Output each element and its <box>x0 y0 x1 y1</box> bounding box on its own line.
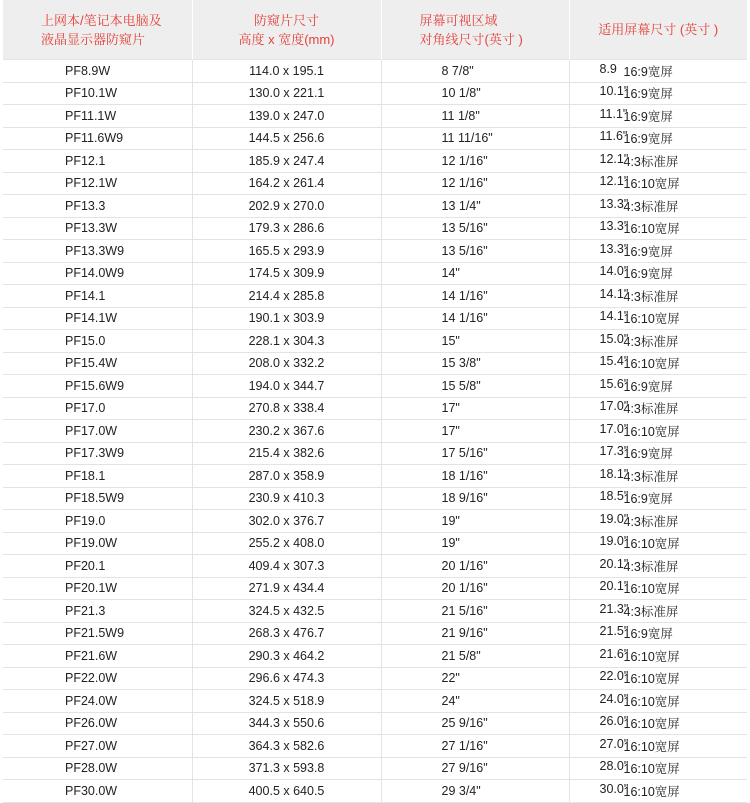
cell-screen-size <box>569 622 747 645</box>
cell-diagonal: 15" <box>381 330 569 353</box>
cell-model: PF11.1W <box>3 105 192 128</box>
aspect-ratio-label: 16:9宽屏 <box>623 627 673 642</box>
cell-dimensions: 164.2 x 261.4 <box>192 172 381 195</box>
table-row <box>3 532 747 555</box>
table-row <box>3 172 747 195</box>
screen-size-value: 20.1" <box>599 556 629 571</box>
cell-dimensions: 344.3 x 550.6 <box>192 712 381 735</box>
cell-diagonal: 12 1/16" <box>381 172 569 195</box>
cell-model: PF15.6W9 <box>3 375 192 398</box>
cell-diagonal: 17 5/16" <box>381 442 569 465</box>
cell-diagonal: 21 5/16" <box>381 600 569 623</box>
aspect-ratio-label: 16:10宽屏 <box>623 312 680 327</box>
cell-dimensions: 165.5 x 293.9 <box>192 240 381 263</box>
cell-screen-size <box>569 645 747 668</box>
cell-model: PF15.4W <box>3 352 192 375</box>
cell-screen-size <box>569 60 747 83</box>
cell-screen-size <box>569 307 747 330</box>
table-body <box>3 60 747 803</box>
table-row <box>3 465 747 488</box>
cell-dimensions: 202.9 x 270.0 <box>192 195 381 218</box>
aspect-ratio-label: 16:10宽屏 <box>623 357 680 372</box>
screen-size-value: 12.1" <box>599 174 629 189</box>
cell-screen-size <box>569 195 747 218</box>
cell-model: PF24.0W <box>3 690 192 713</box>
cell-screen-size <box>569 150 747 173</box>
cell-diagonal: 13 5/16" <box>381 217 569 240</box>
cell-model: PF12.1W <box>3 172 192 195</box>
screen-size-value: 17.0" <box>599 399 629 414</box>
cell-screen-size <box>569 262 747 285</box>
aspect-ratio-label: 16:9宽屏 <box>623 64 673 79</box>
screen-size-value: 14.1" <box>599 309 629 324</box>
cell-model: PF21.3 <box>3 600 192 623</box>
privacy-filter-spec-table <box>3 0 747 803</box>
cell-dimensions: 114.0 x 195.1 <box>192 60 381 83</box>
aspect-ratio-label: 16:9宽屏 <box>623 109 673 124</box>
cell-dimensions: 228.1 x 304.3 <box>192 330 381 353</box>
screen-size-value: 17.0" <box>599 421 629 436</box>
screen-size-value: 22.0" <box>599 669 629 684</box>
aspect-ratio-label: 16:10宽屏 <box>623 672 680 687</box>
cell-model: PF10.1W <box>3 82 192 105</box>
aspect-ratio-label: 4:3标准屏 <box>623 469 679 484</box>
cell-model: PF13.3W9 <box>3 240 192 263</box>
cell-model: PF14.1 <box>3 285 192 308</box>
aspect-ratio-label: 16:10宽屏 <box>623 582 680 597</box>
screen-size-value: 21.3" <box>599 601 629 616</box>
table-row <box>3 240 747 263</box>
cell-model: PF20.1 <box>3 555 192 578</box>
cell-diagonal: 11 11/16" <box>381 127 569 150</box>
table-row <box>3 330 747 353</box>
cell-screen-size <box>569 127 747 150</box>
cell-diagonal: 13 5/16" <box>381 240 569 263</box>
cell-dimensions: 139.0 x 247.0 <box>192 105 381 128</box>
aspect-ratio-label: 16:9宽屏 <box>623 447 673 462</box>
spec-table-container <box>3 0 747 803</box>
table-row <box>3 420 747 443</box>
aspect-ratio-label: 4:3标准屏 <box>623 514 679 529</box>
cell-screen-size <box>569 487 747 510</box>
screen-size-value: 27.0" <box>599 736 629 751</box>
screen-size-value: 20.1" <box>599 579 629 594</box>
cell-screen-size <box>569 330 747 353</box>
cell-model: PF17.3W9 <box>3 442 192 465</box>
table-row <box>3 217 747 240</box>
cell-diagonal: 21 5/8" <box>381 645 569 668</box>
table-row <box>3 510 747 533</box>
aspect-ratio-label: 16:9宽屏 <box>623 379 673 394</box>
cell-screen-size <box>569 757 747 780</box>
cell-model: PF28.0W <box>3 757 192 780</box>
header-model: 上网本/笔记本电脑及 液晶显示器防窥片 <box>3 0 192 60</box>
cell-diagonal: 20 1/16" <box>381 577 569 600</box>
aspect-ratio-label: 16:9宽屏 <box>623 267 673 282</box>
cell-diagonal: 14 1/16" <box>381 307 569 330</box>
cell-dimensions: 174.5 x 309.9 <box>192 262 381 285</box>
cell-dimensions: 185.9 x 247.4 <box>192 150 381 173</box>
cell-dimensions: 208.0 x 332.2 <box>192 352 381 375</box>
cell-diagonal: 8 7/8" <box>381 60 569 83</box>
cell-screen-size <box>569 712 747 735</box>
cell-dimensions: 290.3 x 464.2 <box>192 645 381 668</box>
cell-model: PF21.6W <box>3 645 192 668</box>
cell-dimensions: 371.3 x 593.8 <box>192 757 381 780</box>
cell-diagonal: 18 1/16" <box>381 465 569 488</box>
cell-dimensions: 302.0 x 376.7 <box>192 510 381 533</box>
aspect-ratio-label: 4:3标准屏 <box>623 334 679 349</box>
cell-model: PF27.0W <box>3 735 192 758</box>
screen-size-value: 18.5" <box>599 489 629 504</box>
cell-dimensions: 364.3 x 582.6 <box>192 735 381 758</box>
cell-dimensions: 230.9 x 410.3 <box>192 487 381 510</box>
cell-dimensions: 271.9 x 434.4 <box>192 577 381 600</box>
screen-size-value: 17.3" <box>599 444 629 459</box>
aspect-ratio-label: 16:9宽屏 <box>623 244 673 259</box>
cell-dimensions: 296.6 x 474.3 <box>192 667 381 690</box>
cell-screen-size <box>569 735 747 758</box>
cell-dimensions: 215.4 x 382.6 <box>192 442 381 465</box>
cell-dimensions: 324.5 x 518.9 <box>192 690 381 713</box>
cell-diagonal: 15 3/8" <box>381 352 569 375</box>
cell-model: PF8.9W <box>3 60 192 83</box>
cell-dimensions: 400.5 x 640.5 <box>192 780 381 803</box>
table-row <box>3 712 747 735</box>
cell-model: PF21.5W9 <box>3 622 192 645</box>
aspect-ratio-label: 16:10宽屏 <box>623 649 680 664</box>
header-row <box>3 0 747 60</box>
screen-size-value: 15.0" <box>599 331 629 346</box>
cell-diagonal: 18 9/16" <box>381 487 569 510</box>
cell-dimensions: 270.8 x 338.4 <box>192 397 381 420</box>
table-row <box>3 667 747 690</box>
screen-size-value: 10.1" <box>599 84 629 99</box>
cell-dimensions: 255.2 x 408.0 <box>192 532 381 555</box>
aspect-ratio-label: 4:3标准屏 <box>623 289 679 304</box>
table-row <box>3 150 747 173</box>
cell-screen-size <box>569 172 747 195</box>
aspect-ratio-label: 4:3标准屏 <box>623 604 679 619</box>
cell-dimensions: 194.0 x 344.7 <box>192 375 381 398</box>
table-row <box>3 600 747 623</box>
cell-diagonal: 27 9/16" <box>381 757 569 780</box>
screen-size-value: 13.3" <box>599 219 629 234</box>
cell-model: PF26.0W <box>3 712 192 735</box>
cell-diagonal: 22" <box>381 667 569 690</box>
screen-size-value: 15.6" <box>599 376 629 391</box>
cell-diagonal: 13 1/4" <box>381 195 569 218</box>
table-row <box>3 262 747 285</box>
cell-model: PF17.0W <box>3 420 192 443</box>
cell-model: PF20.1W <box>3 577 192 600</box>
cell-dimensions: 409.4 x 307.3 <box>192 555 381 578</box>
aspect-ratio-label: 16:9宽屏 <box>623 492 673 507</box>
cell-diagonal: 17" <box>381 397 569 420</box>
cell-screen-size <box>569 397 747 420</box>
table-row <box>3 757 747 780</box>
table-row <box>3 352 747 375</box>
screen-size-value: 19.0" <box>599 511 629 526</box>
table-row <box>3 127 747 150</box>
cell-diagonal: 17" <box>381 420 569 443</box>
cell-model: PF15.0 <box>3 330 192 353</box>
cell-screen-size <box>569 420 747 443</box>
aspect-ratio-label: 4:3标准屏 <box>623 559 679 574</box>
aspect-ratio-label: 4:3标准屏 <box>623 199 679 214</box>
cell-screen-size <box>569 600 747 623</box>
cell-model: PF30.0W <box>3 780 192 803</box>
screen-size-value: 28.0" <box>599 759 629 774</box>
cell-screen-size <box>569 667 747 690</box>
aspect-ratio-label: 16:10宽屏 <box>623 177 680 192</box>
table-row <box>3 195 747 218</box>
cell-model: PF18.5W9 <box>3 487 192 510</box>
cell-diagonal: 19" <box>381 510 569 533</box>
table-row <box>3 622 747 645</box>
cell-model: PF19.0 <box>3 510 192 533</box>
screen-size-value: 26.0" <box>599 714 629 729</box>
cell-screen-size <box>569 375 747 398</box>
screen-size-value: 30.0" <box>599 781 629 796</box>
table-row <box>3 690 747 713</box>
cell-screen-size <box>569 105 747 128</box>
aspect-ratio-label: 16:9宽屏 <box>623 87 673 102</box>
screen-size-value: 14.0" <box>599 264 629 279</box>
cell-diagonal: 19" <box>381 532 569 555</box>
screen-size-value: 13.3" <box>599 196 629 211</box>
aspect-ratio-label: 4:3标准屏 <box>623 402 679 417</box>
aspect-ratio-label: 16:9宽屏 <box>623 132 673 147</box>
cell-screen-size <box>569 285 747 308</box>
table-row <box>3 645 747 668</box>
screen-size-value: 13.3" <box>599 241 629 256</box>
header-screen-size: 适用屏幕尺寸 (英寸 ) <box>569 0 747 60</box>
table-row <box>3 82 747 105</box>
screen-size-value: 8.9 <box>599 61 617 76</box>
screen-size-value: 21.6" <box>599 646 629 661</box>
cell-diagonal: 25 9/16" <box>381 712 569 735</box>
cell-screen-size <box>569 510 747 533</box>
cell-model: PF14.1W <box>3 307 192 330</box>
cell-model: PF13.3 <box>3 195 192 218</box>
screen-size-value: 12.1" <box>599 151 629 166</box>
table-row <box>3 397 747 420</box>
cell-screen-size <box>569 240 747 263</box>
aspect-ratio-label: 16:10宽屏 <box>623 537 680 552</box>
cell-dimensions: 179.3 x 286.6 <box>192 217 381 240</box>
screen-size-value: 14.1" <box>599 286 629 301</box>
cell-dimensions: 144.5 x 256.6 <box>192 127 381 150</box>
cell-diagonal: 27 1/16" <box>381 735 569 758</box>
cell-dimensions: 324.5 x 432.5 <box>192 600 381 623</box>
cell-model: PF14.0W9 <box>3 262 192 285</box>
cell-diagonal: 29 3/4" <box>381 780 569 803</box>
cell-dimensions: 287.0 x 358.9 <box>192 465 381 488</box>
cell-screen-size <box>569 780 747 803</box>
screen-size-value: 19.0" <box>599 534 629 549</box>
cell-diagonal: 21 9/16" <box>381 622 569 645</box>
table-row <box>3 60 747 83</box>
table-row <box>3 577 747 600</box>
screen-size-value: 18.1" <box>599 466 629 481</box>
aspect-ratio-label: 16:10宽屏 <box>623 762 680 777</box>
screen-size-value: 21.5" <box>599 624 629 639</box>
table-row <box>3 780 747 803</box>
cell-model: PF18.1 <box>3 465 192 488</box>
cell-diagonal: 20 1/16" <box>381 555 569 578</box>
table-row <box>3 735 747 758</box>
cell-screen-size <box>569 442 747 465</box>
cell-diagonal: 14 1/16" <box>381 285 569 308</box>
cell-screen-size <box>569 217 747 240</box>
aspect-ratio-label: 16:10宽屏 <box>623 424 680 439</box>
aspect-ratio-label: 16:10宽屏 <box>623 694 680 709</box>
cell-dimensions: 130.0 x 221.1 <box>192 82 381 105</box>
cell-screen-size <box>569 82 747 105</box>
cell-screen-size <box>569 577 747 600</box>
header-diagonal: 屏幕可视区域 对角线尺寸(英寸 ) <box>381 0 569 60</box>
cell-diagonal: 14" <box>381 262 569 285</box>
aspect-ratio-label: 4:3标准屏 <box>623 154 679 169</box>
cell-diagonal: 10 1/8" <box>381 82 569 105</box>
cell-model: PF17.0 <box>3 397 192 420</box>
screen-size-value: 15.4" <box>599 354 629 369</box>
table-row <box>3 487 747 510</box>
cell-model: PF12.1 <box>3 150 192 173</box>
aspect-ratio-label: 16:10宽屏 <box>623 739 680 754</box>
cell-dimensions: 230.2 x 367.6 <box>192 420 381 443</box>
cell-model: PF13.3W <box>3 217 192 240</box>
table-row <box>3 105 747 128</box>
table-row <box>3 375 747 398</box>
cell-diagonal: 12 1/16" <box>381 150 569 173</box>
cell-diagonal: 24" <box>381 690 569 713</box>
screen-size-value: 11.1" <box>599 106 628 121</box>
screen-size-value: 11.6" <box>599 129 628 144</box>
cell-dimensions: 190.1 x 303.9 <box>192 307 381 330</box>
table-row <box>3 307 747 330</box>
table-row <box>3 442 747 465</box>
aspect-ratio-label: 16:10宽屏 <box>623 784 680 799</box>
cell-screen-size <box>569 555 747 578</box>
cell-screen-size <box>569 352 747 375</box>
cell-screen-size <box>569 532 747 555</box>
cell-screen-size <box>569 465 747 488</box>
header-dimensions: 防窥片尺寸 高度 x 宽度(mm) <box>192 0 381 60</box>
cell-diagonal: 11 1/8" <box>381 105 569 128</box>
table-row <box>3 285 747 308</box>
screen-size-value: 24.0" <box>599 691 629 706</box>
cell-model: PF11.6W9 <box>3 127 192 150</box>
cell-diagonal: 15 5/8" <box>381 375 569 398</box>
table-row <box>3 555 747 578</box>
cell-dimensions: 214.4 x 285.8 <box>192 285 381 308</box>
aspect-ratio-label: 16:10宽屏 <box>623 222 680 237</box>
cell-screen-size <box>569 690 747 713</box>
aspect-ratio-label: 16:10宽屏 <box>623 717 680 732</box>
cell-model: PF19.0W <box>3 532 192 555</box>
cell-model: PF22.0W <box>3 667 192 690</box>
cell-dimensions: 268.3 x 476.7 <box>192 622 381 645</box>
